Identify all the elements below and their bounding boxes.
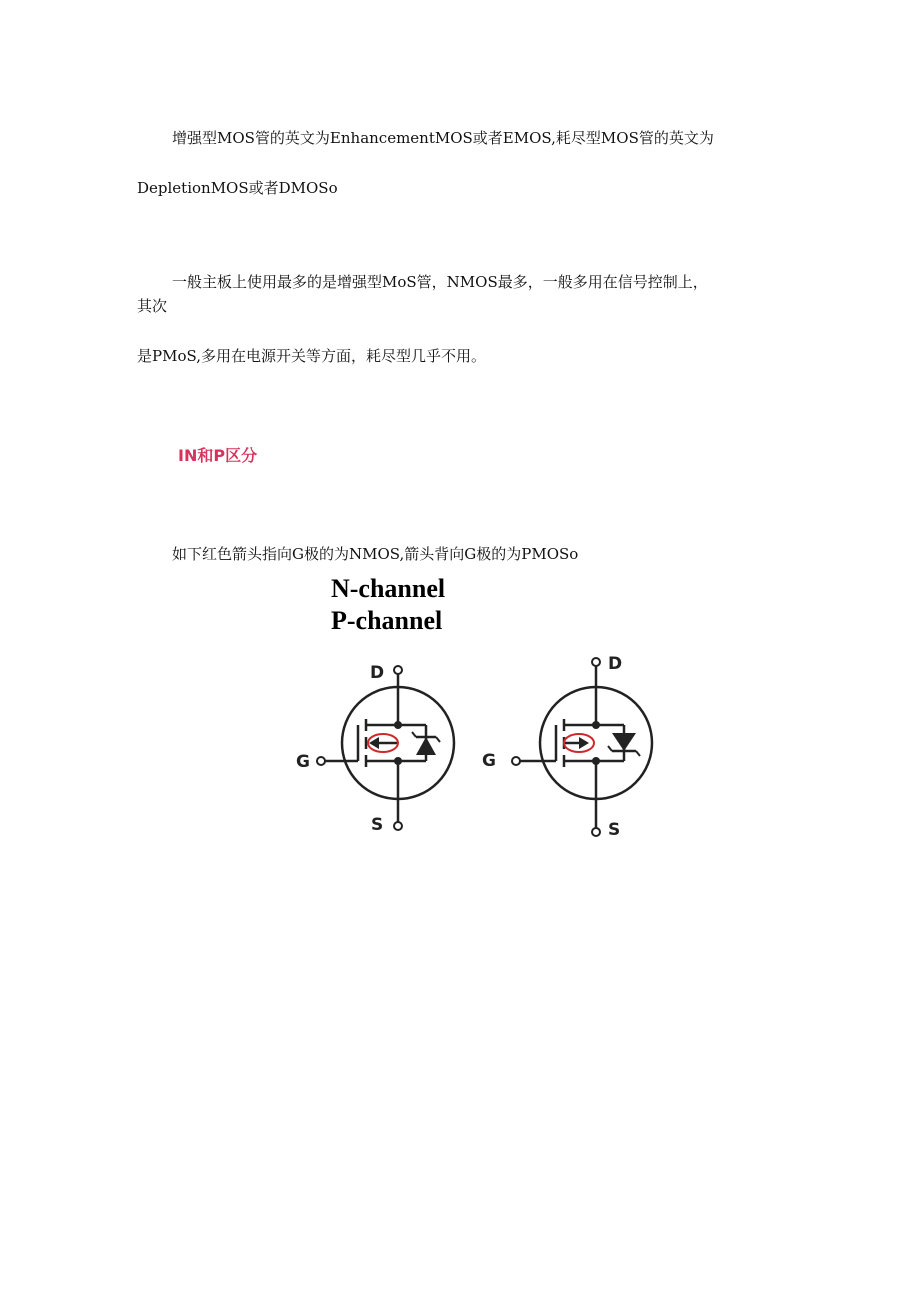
pmos-source-terminal <box>592 828 600 836</box>
nmos-source-label: S <box>371 815 384 835</box>
pmos-arrow-icon <box>579 737 589 749</box>
paragraph2-line1: 一般主板上使用最多的是增强型MoS管，NMOS最多，一般多用在信号控制上， <box>172 273 708 291</box>
paragraph2-line2: 其次 <box>137 297 168 315</box>
p-channel-label: P-channel <box>331 606 443 635</box>
nmos-diode-icon <box>416 737 436 755</box>
nmos-gate-terminal <box>317 757 325 765</box>
nmos-gate-label: G <box>296 752 310 772</box>
nmos-source-terminal <box>394 822 402 830</box>
nmos-drain-label: D <box>370 663 385 683</box>
section-heading: IN和P区分 <box>178 446 258 465</box>
pmos-drain-label: D <box>608 654 623 674</box>
nmos-drain-terminal <box>394 666 402 674</box>
pmos-gate-label: G <box>482 751 496 771</box>
pmos-drain-terminal <box>592 658 600 666</box>
paragraph1-line2: DepletionMOS或者DMOSo <box>137 179 338 197</box>
pmos-diode-icon <box>612 733 636 751</box>
nmos-symbol <box>296 663 454 835</box>
mosfet-symbols-figure <box>280 645 680 850</box>
paragraph2-line3: 是PMoS,多用在电源开关等方面，耗尽型几乎不用。 <box>137 347 486 365</box>
n-channel-label: N-channel <box>331 574 446 603</box>
pmos-source-label: S <box>608 820 621 840</box>
paragraph3: 如下红色箭头指向G极的为NMOS,箭头背向G极的为PMOSo <box>172 545 579 563</box>
paragraph1-line1: 增强型MOS管的英文为EnhancementMOS或者EMOS,耗尽型MOS管的英文为 <box>172 129 714 147</box>
pmos-gate-terminal <box>512 757 520 765</box>
pmos-symbol <box>482 654 652 840</box>
